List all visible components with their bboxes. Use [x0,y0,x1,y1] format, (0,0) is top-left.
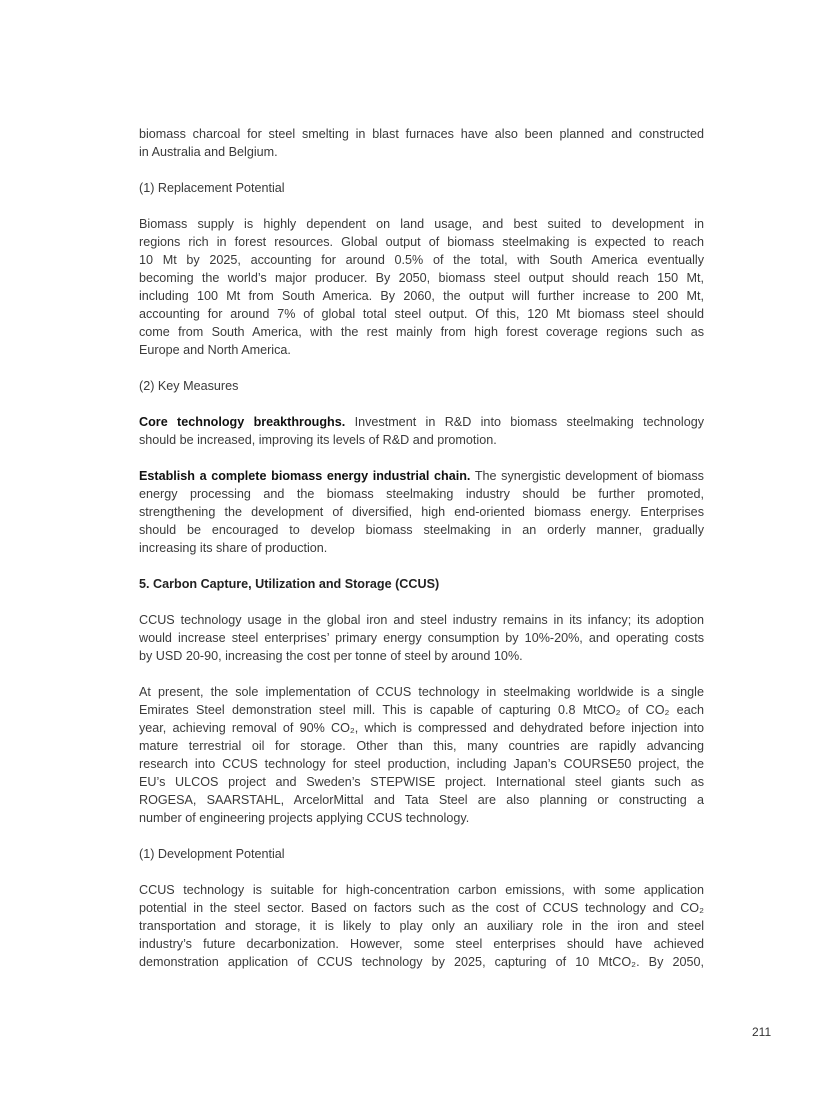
text-line [139,575,704,593]
line-text: Biomass supply is highly dependent on land usage, and best suited to development in [139,217,704,231]
line-text: Europe and North America. [139,343,291,357]
line-text: number of engineering projects applying CCUS technology. [139,811,470,825]
line-text: year, achieving removal of 90% CO₂, which is compressed and dehydrated before injection into [139,721,704,735]
line-text: (1) Replacement Potential [139,181,285,195]
text-line [139,809,704,827]
line-text: EU’s ULCOS project and Sweden’s STEPWISE project. International steel giants such as [139,775,704,789]
line-text: The synergistic development of biomass [474,469,704,483]
paragraph [139,611,704,665]
document-body [139,125,704,989]
line-text: 10 Mt by 2025, accounting for around 0.5% of the total, with South America eventually [139,253,704,267]
text-line [139,701,704,719]
text-line [139,413,704,431]
line-text: come from South America, with the rest mainly from high forest coverage regions such as [139,325,704,339]
text-line [139,215,704,233]
line-text: regions rich in forest resources. Global output of biomass steelmaking is expected to reach [139,235,704,249]
line-text: Emirates Steel demonstration steel mill. This is capable of capturing 0.8 MtCO₂ of CO₂ each [139,703,704,717]
text-line [139,881,704,899]
lead-phrase: Core technology breakthroughs. [139,415,346,429]
line-text: biomass charcoal for steel smelting in blast furnaces have also been planned and constructed [139,127,704,141]
text-line [139,287,704,305]
text-line [139,647,704,665]
text-line [139,791,704,809]
line-text: 5. Carbon Capture, Utilization and Storage (CCUS) [139,577,440,591]
text-line [139,503,704,521]
text-line [139,143,704,161]
paragraph [139,125,704,161]
text-line [139,755,704,773]
line-text: increasing its share of production. [139,541,328,555]
text-line [139,305,704,323]
text-line [139,899,704,917]
text-line [139,629,704,647]
line-text: by USD 20-90, increasing the cost per tonne of steel by around 10%. [139,649,523,663]
text-line [139,845,704,863]
subheading [139,845,704,863]
text-line [139,737,704,755]
page-number: 211 [752,1025,772,1039]
line-text: potential in the steel sector. Based on factors such as the cost of CCUS technology and CO₂ [139,901,704,915]
subheading [139,179,704,197]
text-line [139,683,704,701]
paragraph [139,881,704,971]
text-line [139,953,704,971]
line-text: (2) Key Measures [139,379,239,393]
line-text: CCUS technology is suitable for high-concentration carbon emissions, with some application [139,883,704,897]
line-text: in Australia and Belgium. [139,145,278,159]
line-text: strengthening the development of diversified, high end-oriented biomass energy. Enterprises [139,505,704,519]
line-text: becoming the world’s major producer. By 2050, biomass steel output should reach 150 Mt, [139,271,704,285]
text-line [139,251,704,269]
paragraph [139,683,704,827]
line-text: should be encouraged to develop biomass steelmaking in an orderly manner, gradually [139,523,704,537]
line-text: transportation and storage, it is likely to play only an auxiliary role in the iron and steel [139,919,704,933]
text-line [139,611,704,629]
text-line [139,773,704,791]
line-text: CCUS technology usage in the global iron and steel industry remains in its infancy; its adoption [139,613,704,627]
text-line [139,467,704,485]
text-line [139,521,704,539]
text-line [139,125,704,143]
line-text: Investment in R&D into biomass steelmaking technology [354,415,705,429]
line-text: At present, the sole implementation of CCUS technology in steelmaking worldwide is a single [139,685,704,699]
line-text: (1) Development Potential [139,847,285,861]
line-text: research into CCUS technology for steel production, including Japan’s COURSE50 project, the [139,757,704,771]
text-line [139,233,704,251]
paragraph [139,413,704,449]
lead-phrase: Establish a complete biomass energy industrial chain. [139,469,471,483]
text-line [139,377,704,395]
text-line [139,485,704,503]
section-heading [139,575,704,593]
text-line [139,917,704,935]
line-text: demonstration application of CCUS technology by 2025, capturing of 10 MtCO₂. By 2050, [139,955,704,969]
line-text: ROGESA, SAARSTAHL, ArcelorMittal and Tata Steel are also planning or constructing a [139,793,704,807]
text-line [139,341,704,359]
text-line [139,269,704,287]
text-line [139,719,704,737]
text-line [139,323,704,341]
line-text: industry’s future decarbonization. However, some steel enterprises should have achieved [139,937,704,951]
text-line [139,179,704,197]
line-text: should be increased, improving its levels of R&D and promotion. [139,433,497,447]
line-text: would increase steel enterprises’ primary energy consumption by 10%-20%, and operating costs [139,631,704,645]
paragraph [139,467,704,557]
line-text: energy processing and the biomass steelmaking industry should be further promoted, [139,487,704,501]
subheading [139,377,704,395]
text-line [139,539,704,557]
paragraph [139,215,704,359]
text-line [139,431,704,449]
text-line [139,935,704,953]
line-text: including 100 Mt from South America. By 2060, the output will further increase to 200 Mt, [139,289,704,303]
line-text: mature terrestrial oil for storage. Other than this, many countries are rapidly advancing [139,739,704,753]
line-text: accounting for around 7% of global total steel output. Of this, 120 Mt biomass steel should [139,307,704,321]
